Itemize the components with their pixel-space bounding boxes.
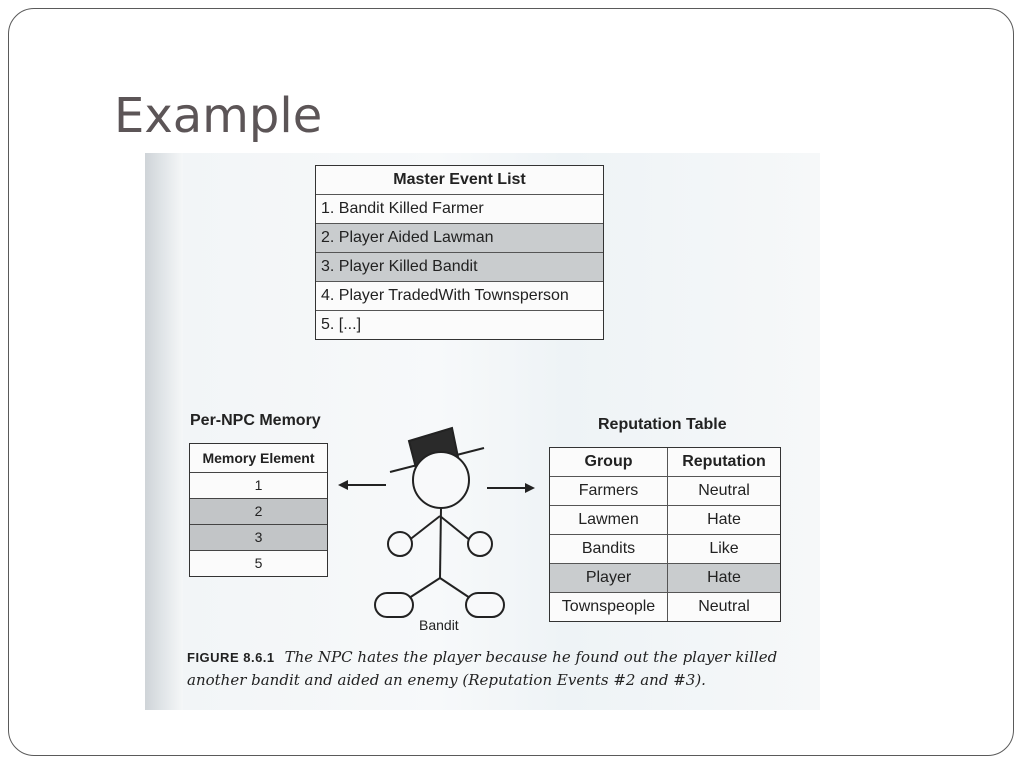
npc-label: Bandit: [419, 617, 459, 633]
bandit-stick-figure: [375, 428, 504, 617]
reputation-cell: Neutral: [698, 598, 750, 615]
reputation-heading: Reputation Table: [598, 416, 727, 433]
reputation-cell: Hate: [707, 569, 741, 586]
memory-column-header: Memory Element: [202, 450, 315, 466]
memory-heading: Per-NPC Memory: [190, 412, 321, 429]
slide-title: Example: [114, 88, 323, 144]
group-cell: Bandits: [550, 535, 668, 563]
reputation-cell: Like: [709, 540, 739, 557]
figure-caption: [187, 646, 787, 692]
memory-row: 3: [190, 524, 327, 550]
npc-right-foot: [466, 593, 504, 617]
master-event-item: 5. [...]: [316, 310, 603, 339]
group-column-header: Group: [550, 448, 668, 476]
group-cell: Lawmen: [550, 506, 668, 534]
npc-head: [413, 452, 469, 508]
npc-body: [440, 508, 441, 578]
master-event-item: 1. Bandit Killed Farmer: [316, 194, 603, 223]
master-event-list-title: Master Event List: [393, 171, 526, 188]
reputation-cell: Hate: [707, 511, 741, 528]
figure-label: FIGURE 8.6.1: [187, 650, 275, 665]
npc-right-hand: [468, 532, 492, 556]
master-event-item: 3. Player Killed Bandit: [316, 252, 603, 281]
npc-left-leg: [406, 578, 440, 600]
memory-row: 1: [190, 472, 327, 498]
npc-left-foot: [375, 593, 413, 617]
master-event-item: 4. Player TradedWith Townsperson: [316, 281, 603, 310]
master-event-item: 2. Player Aided Lawman: [316, 223, 603, 252]
group-cell: Farmers: [550, 477, 668, 505]
npc-left-hand: [388, 532, 412, 556]
npc-left-arm: [408, 516, 440, 541]
figure-caption-text: The NPC hates the player because he found out the player killed another bandit and aided an enemy (Reputation Events #2 and #3).: [187, 648, 778, 689]
reputation-column-header: Reputation: [682, 453, 766, 470]
group-cell: Townspeople: [550, 593, 668, 621]
memory-row: 2: [190, 498, 327, 524]
group-cell: Player: [550, 564, 668, 592]
memory-row: 5: [190, 550, 327, 576]
reputation-cell: Neutral: [698, 482, 750, 499]
npc-right-arm: [440, 516, 471, 541]
